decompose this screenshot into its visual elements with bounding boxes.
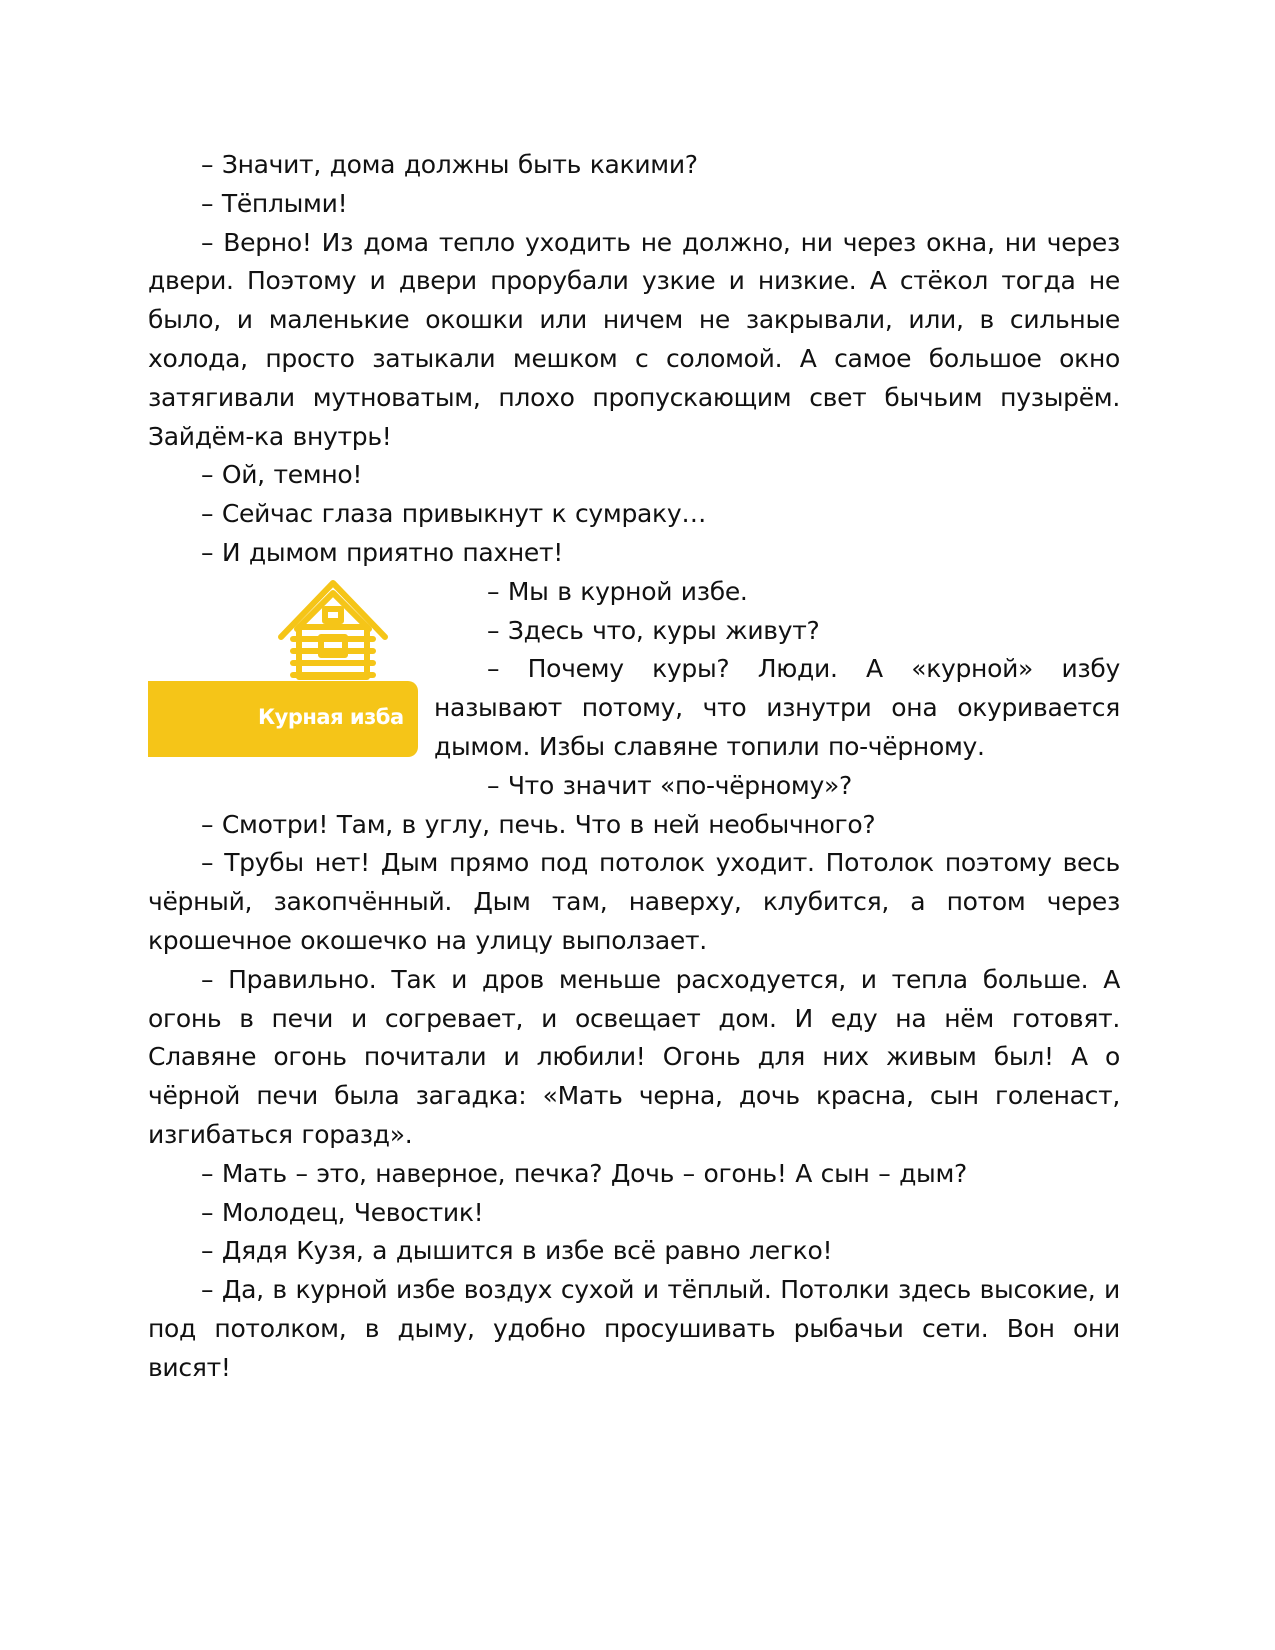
dialogue-line: – Значит, дома должны быть какими? [201, 150, 698, 179]
dialogue-line: – Смотри! Там, в углу, печь. Что в ней необычного? [201, 809, 876, 839]
dialogue-line: – Трубы нет! Дым прямо под потолок уходит. Потолок поэтому весь чёрный, закопчённый. Дым там, наверху, клубится, а потом через крошечное окошечко на улицу выползает. [148, 848, 1120, 955]
figure-wrap-section [148, 573, 1120, 806]
figure-label-box [148, 681, 418, 757]
page-body [148, 146, 1120, 1388]
dialogue-line: – Что значит «по-чёрному»? [487, 770, 852, 800]
dialogue-line: – Мы в курной избе. [487, 576, 748, 606]
dialogue-line: – И дымом приятно пахнет! [201, 537, 564, 567]
dialogue-line: – Почему куры? Люди. А «курной» избу называют потому, что изнутри она окуривается дымом. Избы славяне топили по-чёрному. [434, 654, 1120, 761]
dialogue-line: – Здесь что, куры живут? [487, 615, 820, 645]
dialogue-line: – Ой, темно! [201, 460, 363, 490]
dialogue-line: – Дядя Кузя, а дышится в избе всё равно легко! [201, 1236, 833, 1266]
dialogue-line: – Сейчас глаза привыкнут к сумраку… [201, 499, 707, 529]
figure-caption: Курная изба [258, 704, 404, 729]
log-house-icon [275, 575, 391, 683]
kurnaya-izba-figure [148, 575, 420, 769]
dialogue-line: – Мать – это, наверное, печка? Дочь – огонь! А сын – дым? [201, 1158, 968, 1188]
dialogue-line: – Правильно. Так и дров меньше расходуется, и тепла больше. А огонь в печи и согревает, и освещает дом. И еду на нём готовят. Славяне огонь почитали и любили! Огонь для них живым был! А о чёрной печи была загадка: «Мать черна, дочь красна, сын голенаст, изгибаться горазд». [148, 964, 1120, 1149]
dialogue-line: – Тёплыми! [201, 188, 348, 218]
dialogue-line: – Молодец, Чевостик! [201, 1197, 484, 1227]
dialogue-line: – Да, в курной избе воздух сухой и тёплый. Потолки здесь высокие, и под потолком, в дыму, удобно просушивать рыбачьи сети. Вон они висят! [148, 1275, 1120, 1382]
dialogue-line: – Верно! Из дома тепло уходить не должно, ни через окна, ни через двери. Поэтому и двери прорубали узкие и низкие. А стёкол тогда не было, и маленькие окошки или ничем не закрывали, или, в сильные холода, просто затыкали мешком с соломой. А самое большое окно затягивали мутноватым, плохо пропускающим свет бычьим пузырём. Зайдём-ка внутрь! [148, 227, 1120, 451]
